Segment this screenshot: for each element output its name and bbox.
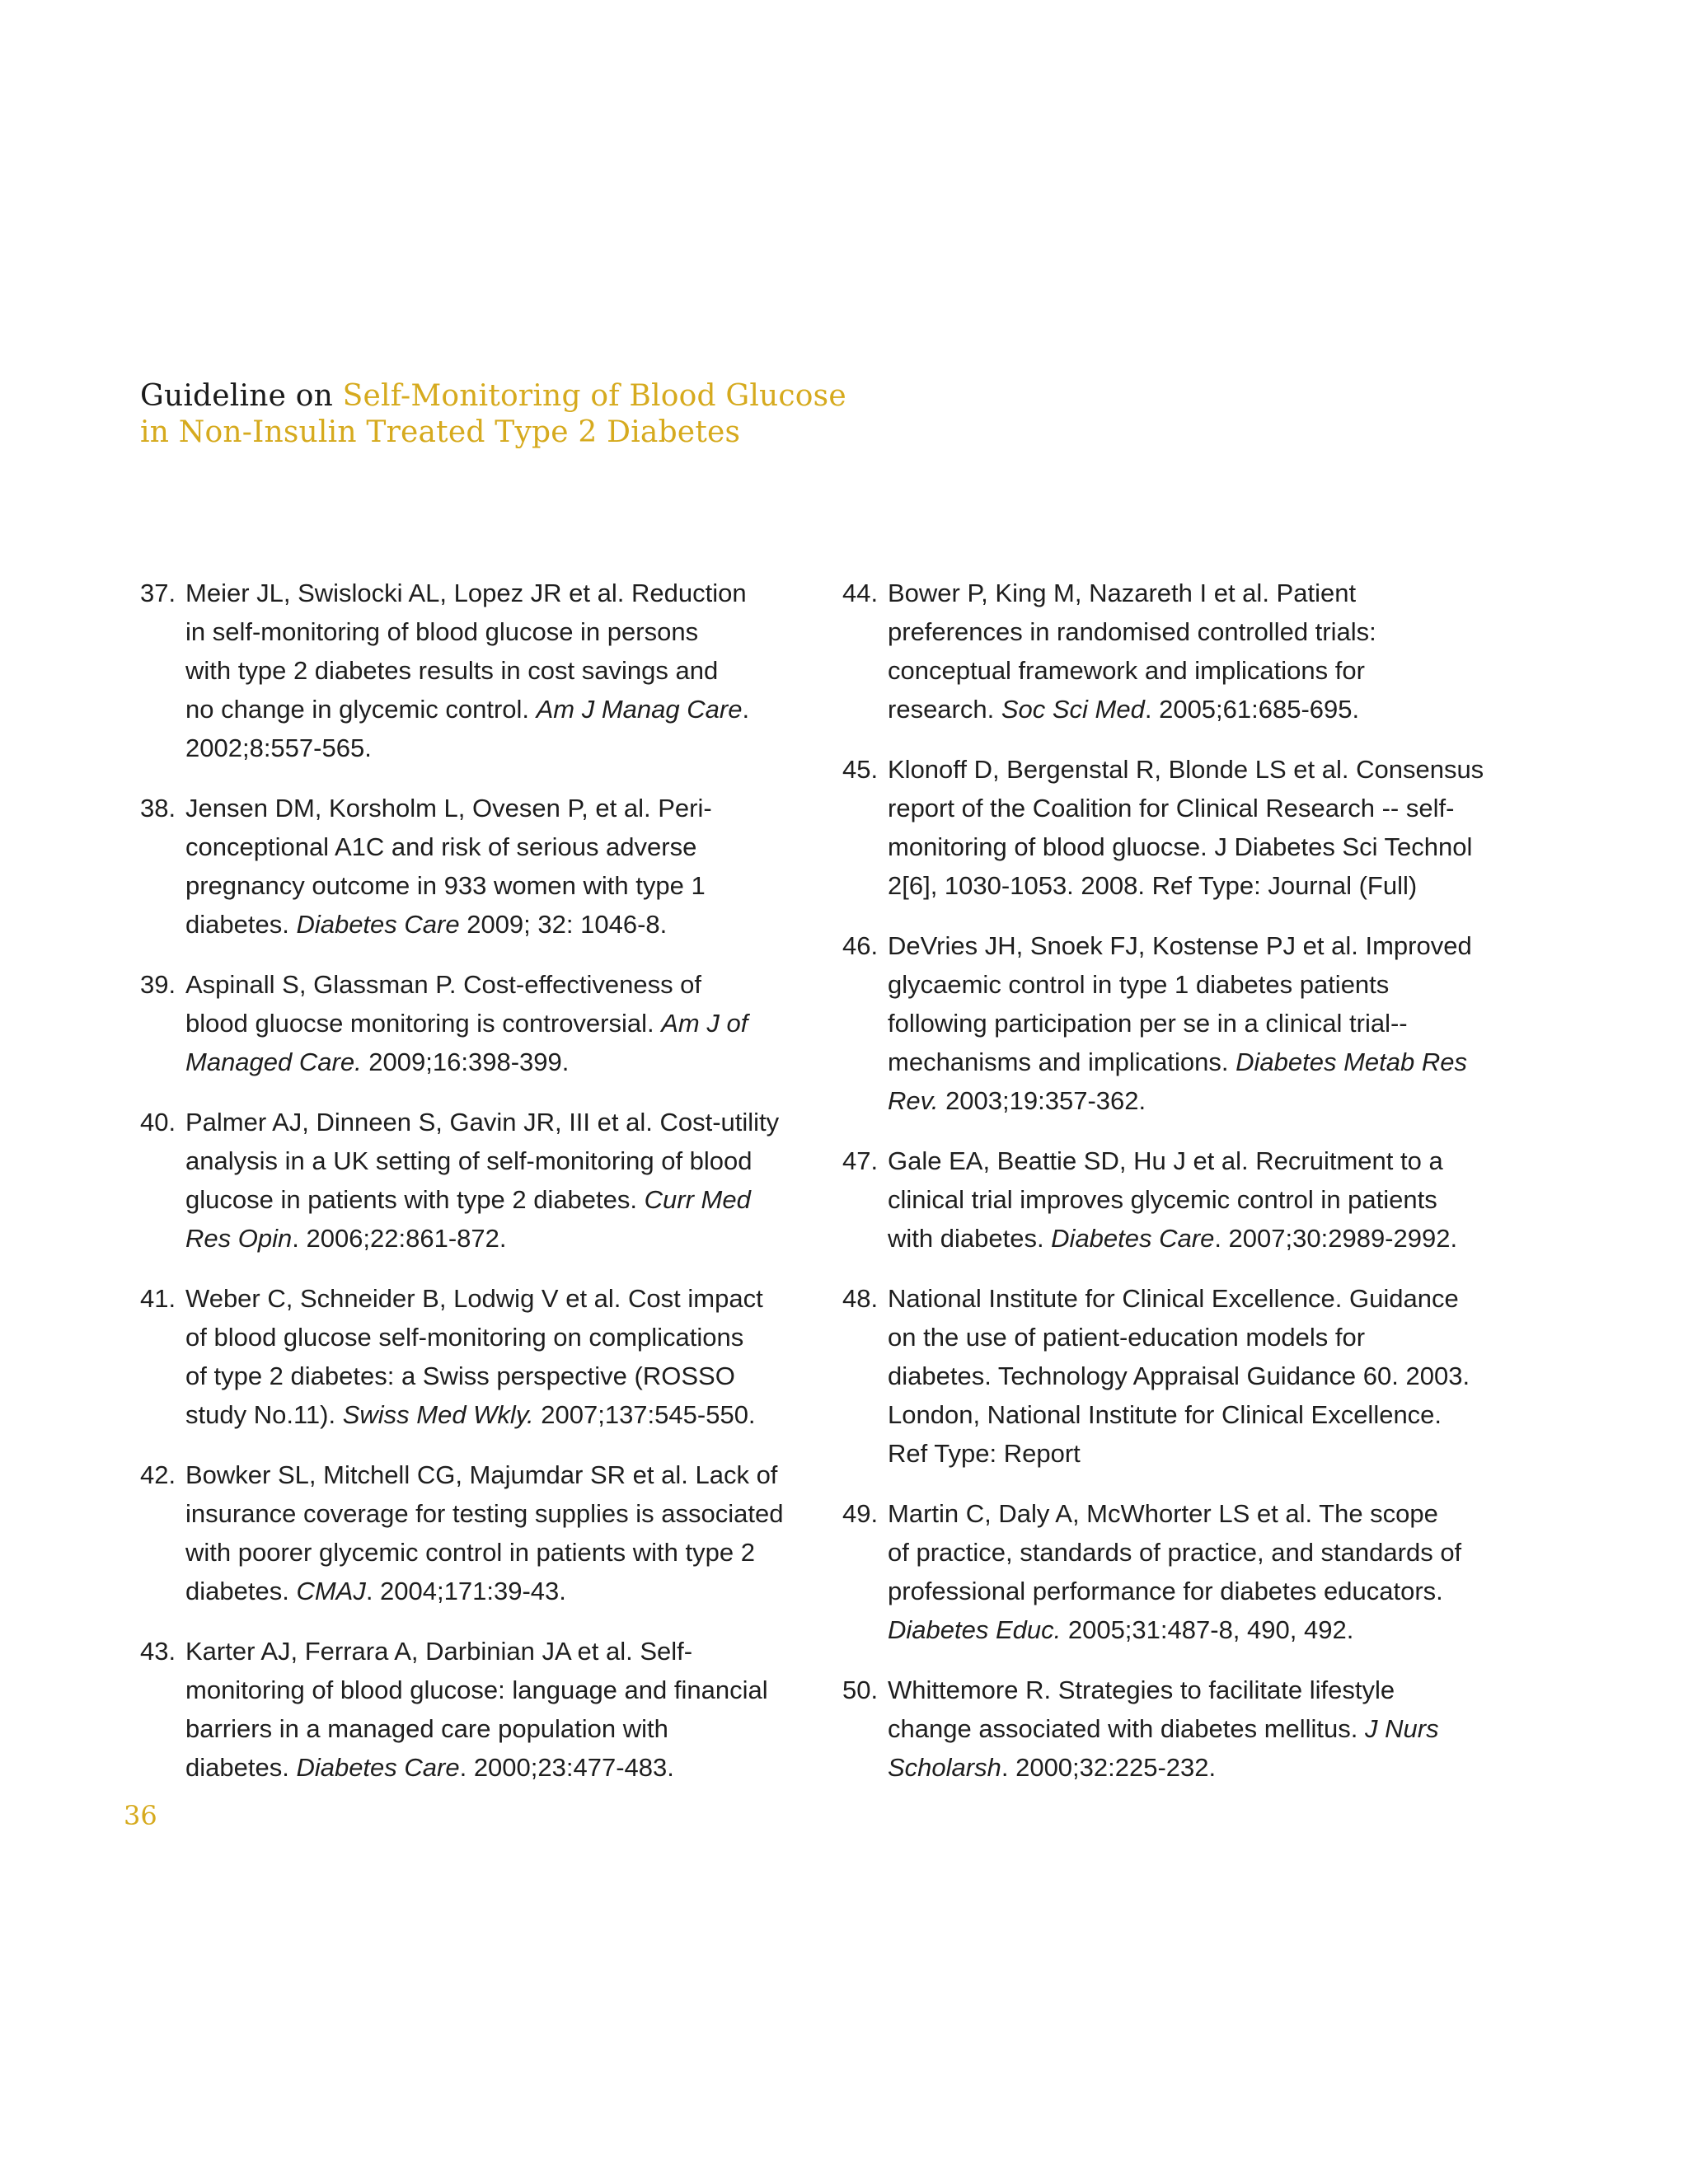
reference-text: blood gluocse monitoring is controversial. xyxy=(185,1009,662,1038)
reference-line xyxy=(185,1357,783,1395)
reference-text: National Institute for Clinical Excellence. Guidance xyxy=(888,1284,1459,1313)
reference-line xyxy=(888,1081,1485,1120)
reference-line xyxy=(888,1357,1485,1395)
reference-line xyxy=(185,1533,783,1572)
journal-title: Rev. xyxy=(888,1086,939,1115)
reference-number: 38. xyxy=(140,794,176,823)
reference-text: Weber C, Schneider B, Lodwig V et al. Cost impact xyxy=(185,1284,763,1313)
reference-text: study No.11). xyxy=(185,1400,343,1429)
reference-text: . 2006;22:861-872. xyxy=(292,1224,507,1253)
reference-line xyxy=(888,1219,1485,1258)
reference-item xyxy=(842,750,1485,905)
reference-line xyxy=(185,1043,783,1081)
reference-text: . 2007;30:2989-2992. xyxy=(1214,1224,1458,1253)
journal-title: Am J Manag Care xyxy=(536,695,743,724)
reference-line xyxy=(185,1180,783,1219)
journal-title: Swiss Med Wkly. xyxy=(342,1400,534,1429)
references-right-column xyxy=(842,574,1485,1808)
journal-title: Curr Med xyxy=(644,1185,751,1214)
reference-line xyxy=(185,1455,783,1494)
journal-title: Diabetes Care xyxy=(1051,1224,1215,1253)
reference-text: research. xyxy=(888,695,1001,724)
reference-text: Gale EA, Beattie SD, Hu J et al. Recruitment to a xyxy=(888,1146,1443,1175)
reference-text: monitoring of blood glucose: language and financial xyxy=(185,1675,768,1704)
reference-text: mechanisms and implications. xyxy=(888,1047,1236,1076)
reference-line xyxy=(185,905,783,944)
journal-title: CMAJ xyxy=(296,1577,366,1605)
reference-line xyxy=(185,1671,783,1709)
reference-line xyxy=(185,690,783,729)
reference-line xyxy=(185,1494,783,1533)
reference-number: 39. xyxy=(140,970,176,999)
reference-text: glucose in patients with type 2 diabetes. xyxy=(185,1185,645,1214)
reference-line xyxy=(185,729,783,767)
reference-number: 50. xyxy=(842,1675,879,1704)
reference-text: DeVries JH, Snoek FJ, Kostense PJ et al. Improved xyxy=(888,931,1472,960)
header-title-accent: Self-Monitoring of Blood Glucose xyxy=(342,379,846,413)
reference-text: Klonoff D, Bergenstal R, Blonde LS et al. Consensus xyxy=(888,755,1484,784)
reference-line xyxy=(888,1141,1485,1180)
reference-text: diabetes. Technology Appraisal Guidance 60. 2003. xyxy=(888,1361,1470,1390)
reference-line xyxy=(185,789,783,827)
reference-line xyxy=(888,651,1485,690)
reference-text: preferences in randomised controlled trials: xyxy=(888,617,1376,646)
reference-text: 2007;137:545-550. xyxy=(533,1400,756,1429)
reference-item xyxy=(140,1455,783,1610)
reference-text: clinical trial improves glycemic control in patients xyxy=(888,1185,1437,1214)
reference-line xyxy=(888,1318,1485,1357)
reference-text: Jensen DM, Korsholm L, Ovesen P, et al. Peri- xyxy=(185,794,712,823)
reference-text: professional performance for diabetes educators. xyxy=(888,1577,1443,1605)
reference-text: diabetes. xyxy=(185,910,297,939)
reference-text: 2003;19:357-362. xyxy=(938,1086,1146,1115)
reference-line xyxy=(185,651,783,690)
reference-text: . 2000;23:477-483. xyxy=(459,1753,674,1782)
journal-title: Diabetes Care xyxy=(296,1753,460,1782)
reference-line xyxy=(185,1219,783,1258)
reference-text: . 2005;61:685-695. xyxy=(1144,695,1360,724)
reference-line xyxy=(888,789,1485,827)
reference-line xyxy=(888,1709,1485,1748)
page-header xyxy=(140,378,964,451)
reference-line xyxy=(185,1572,783,1610)
reference-text: report of the Coalition for Clinical Research -- self- xyxy=(888,794,1455,823)
reference-item xyxy=(842,926,1485,1120)
header-line-1 xyxy=(140,378,964,415)
reference-text: following participation per se in a clinical trial-- xyxy=(888,1009,1408,1038)
reference-line xyxy=(185,612,783,651)
reference-item xyxy=(140,574,783,767)
reference-item xyxy=(842,574,1485,729)
reference-text: Palmer AJ, Dinneen S, Gavin JR, III et al. Cost-utility xyxy=(185,1108,780,1137)
reference-text: London, National Institute for Clinical Excellence. xyxy=(888,1400,1442,1429)
reference-item xyxy=(140,1632,783,1787)
reference-text: conceptual framework and implications for xyxy=(888,656,1365,685)
reference-line xyxy=(888,574,1485,612)
reference-text: Meier JL, Swislocki AL, Lopez JR et al. Reduction xyxy=(185,579,747,607)
reference-line xyxy=(185,1004,783,1043)
reference-line xyxy=(888,1279,1485,1318)
reference-line xyxy=(888,690,1485,729)
reference-text: with poorer glycemic control in patients with type 2 xyxy=(185,1538,755,1567)
header-prefix: Guideline on xyxy=(140,379,343,413)
reference-text: 2[6], 1030-1053. 2008. Ref Type: Journal (Full) xyxy=(888,871,1418,900)
reference-line xyxy=(185,1395,783,1434)
reference-line xyxy=(888,1043,1485,1081)
reference-line xyxy=(185,574,783,612)
reference-number: 45. xyxy=(842,755,879,784)
journal-title: Res Opin xyxy=(185,1224,293,1253)
reference-text: diabetes. xyxy=(185,1577,297,1605)
header-line-2: in Non-Insulin Treated Type 2 Diabetes xyxy=(140,415,741,449)
reference-item xyxy=(842,1279,1485,1473)
reference-line xyxy=(185,1103,783,1141)
reference-line xyxy=(185,1318,783,1357)
reference-text: Ref Type: Report xyxy=(888,1439,1081,1468)
reference-item xyxy=(842,1494,1485,1649)
reference-line xyxy=(888,750,1485,789)
reference-text: Bower P, King M, Nazareth I et al. Patient xyxy=(888,579,1357,607)
journal-title: Diabetes Care xyxy=(296,910,460,939)
reference-line xyxy=(888,612,1485,651)
journal-title: Managed Care. xyxy=(185,1047,362,1076)
reference-text: . 2004;171:39-43. xyxy=(365,1577,566,1605)
reference-text: conceptional A1C and risk of serious adverse xyxy=(185,832,697,861)
reference-line xyxy=(185,1748,783,1787)
reference-line xyxy=(888,1748,1485,1787)
reference-number: 42. xyxy=(140,1460,176,1489)
journal-title: J Nurs xyxy=(1365,1714,1439,1743)
reference-text: in self-monitoring of blood glucose in persons xyxy=(185,617,699,646)
reference-line xyxy=(888,1572,1485,1610)
reference-text: of type 2 diabetes: a Swiss perspective (ROSSO xyxy=(185,1361,735,1390)
reference-number: 37. xyxy=(140,579,176,607)
reference-number: 47. xyxy=(842,1146,879,1175)
reference-text: monitoring of blood gluocse. J Diabetes Sci Technol xyxy=(888,832,1473,861)
reference-line xyxy=(888,827,1485,866)
reference-text: diabetes. xyxy=(185,1753,297,1782)
reference-line xyxy=(888,926,1485,965)
reference-line xyxy=(888,1180,1485,1219)
reference-line xyxy=(185,866,783,905)
references-left-column xyxy=(140,574,783,1808)
reference-number: 43. xyxy=(140,1637,176,1666)
reference-item xyxy=(842,1141,1485,1258)
reference-text: Karter AJ, Ferrara A, Darbinian JA et al. Self- xyxy=(185,1637,693,1666)
reference-line xyxy=(185,827,783,866)
reference-item xyxy=(140,965,783,1081)
reference-text: pregnancy outcome in 933 women with type 1 xyxy=(185,871,706,900)
reference-text: of practice, standards of practice, and standards of xyxy=(888,1538,1462,1567)
journal-title: Am J of xyxy=(661,1009,748,1038)
reference-line xyxy=(185,1279,783,1318)
reference-line xyxy=(185,965,783,1004)
reference-line xyxy=(888,965,1485,1004)
reference-text: Martin C, Daly A, McWhorter LS et al. The scope xyxy=(888,1499,1438,1528)
reference-number: 44. xyxy=(842,579,879,607)
reference-line xyxy=(888,1395,1485,1434)
journal-title: Scholarsh xyxy=(888,1753,1001,1782)
reference-item xyxy=(842,1671,1485,1787)
reference-text: of blood glucose self-monitoring on complications xyxy=(185,1323,744,1352)
reference-text: with type 2 diabetes results in cost savings and xyxy=(185,656,719,685)
page-number: 36 xyxy=(124,1800,157,1831)
reference-line xyxy=(888,1004,1485,1043)
reference-item xyxy=(140,1103,783,1258)
reference-number: 41. xyxy=(140,1284,176,1313)
reference-text: . xyxy=(742,695,750,724)
reference-line xyxy=(888,1533,1485,1572)
reference-item xyxy=(140,1279,783,1434)
journal-title: Diabetes Educ. xyxy=(888,1615,1062,1644)
reference-text: analysis in a UK setting of self-monitoring of blood xyxy=(185,1146,753,1175)
reference-text: no change in glycemic control. xyxy=(185,695,537,724)
reference-number: 40. xyxy=(140,1108,176,1137)
reference-text: . 2000;32:225-232. xyxy=(1001,1753,1217,1782)
reference-text: barriers in a managed care population with xyxy=(185,1714,668,1743)
journal-title: Diabetes Metab Res xyxy=(1236,1047,1467,1076)
reference-line xyxy=(888,1671,1485,1709)
reference-line xyxy=(888,866,1485,905)
reference-text: 2009; 32: 1046-8. xyxy=(459,910,668,939)
reference-text: 2002;8:557-565. xyxy=(185,733,372,762)
reference-number: 49. xyxy=(842,1499,879,1528)
reference-line xyxy=(888,1434,1485,1473)
reference-text: on the use of patient-education models for xyxy=(888,1323,1366,1352)
reference-line xyxy=(185,1632,783,1671)
reference-number: 46. xyxy=(842,931,879,960)
reference-line xyxy=(185,1141,783,1180)
reference-text: 2005;31:487-8, 490, 492. xyxy=(1061,1615,1354,1644)
reference-text: insurance coverage for testing supplies is associated xyxy=(185,1499,784,1528)
reference-text: 2009;16:398-399. xyxy=(361,1047,570,1076)
reference-line xyxy=(185,1709,783,1748)
reference-text: Whittemore R. Strategies to facilitate lifestyle xyxy=(888,1675,1395,1704)
reference-text: Bowker SL, Mitchell CG, Majumdar SR et al. Lack of xyxy=(185,1460,778,1489)
reference-line xyxy=(888,1494,1485,1533)
reference-item xyxy=(140,789,783,944)
reference-text: with diabetes. xyxy=(888,1224,1052,1253)
journal-title: Soc Sci Med xyxy=(1001,695,1145,724)
reference-text: change associated with diabetes mellitus. xyxy=(888,1714,1365,1743)
reference-line xyxy=(888,1610,1485,1649)
reference-text: Aspinall S, Glassman P. Cost-effectiveness of xyxy=(185,970,702,999)
reference-text: glycaemic control in type 1 diabetes patients xyxy=(888,970,1390,999)
reference-number: 48. xyxy=(842,1284,879,1313)
